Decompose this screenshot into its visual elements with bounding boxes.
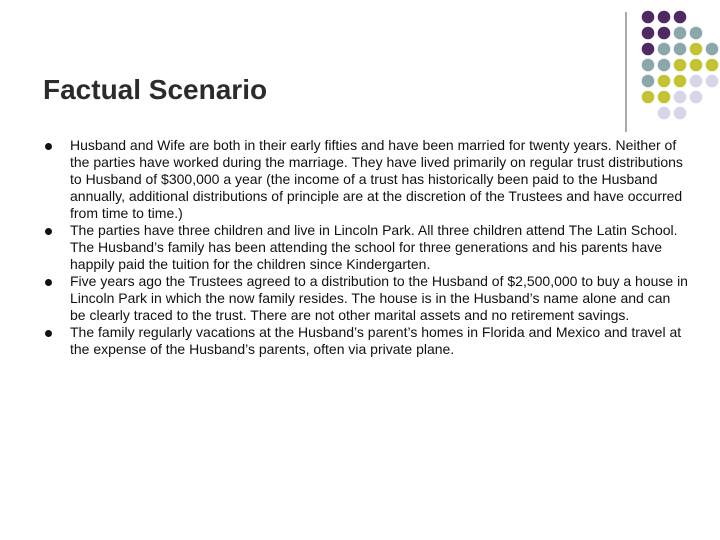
decor-dot <box>674 91 687 104</box>
decorative-dot-pattern <box>0 0 720 140</box>
bullet-text: Five years ago the Trustees agreed to a distribution to the Husband of $2,500,000 to buy a house in Lincoln Park in which the now family resides. The house is in the Husband’s name alone and can be clearly traced to the trust. There are not other marital assets and no retirement savings. <box>70 273 688 323</box>
decor-dot <box>658 75 671 88</box>
decor-dot <box>658 27 671 40</box>
decor-dot <box>690 91 703 104</box>
decor-dot <box>674 11 687 24</box>
decor-dot <box>658 59 671 72</box>
decor-dot <box>690 43 703 56</box>
decor-dot <box>658 11 671 24</box>
decor-dot <box>674 59 687 72</box>
bullet-dot-icon <box>45 330 52 337</box>
bullet-text: The family regularly vacations at the Husband’s parent’s homes in Florida and Mexico and travel at the expense of the Husband’s parents, often via private plane. <box>70 324 682 357</box>
bullet-dot-icon <box>45 143 52 150</box>
bullet-item <box>0 222 720 273</box>
decor-dot <box>658 107 671 120</box>
slide-title: Factual Scenario <box>43 74 268 105</box>
decor-dot <box>690 75 703 88</box>
bullet-dot-icon <box>45 228 52 235</box>
decor-dot <box>642 11 655 24</box>
bullet-item <box>0 273 720 324</box>
decor-dot <box>674 27 687 40</box>
decor-dot <box>690 59 703 72</box>
decor-dot <box>706 59 719 72</box>
decor-dot <box>642 75 655 88</box>
dot-grid <box>642 11 719 120</box>
decor-dot <box>658 43 671 56</box>
decor-dot <box>706 43 719 56</box>
decor-dot <box>674 107 687 120</box>
decor-dot <box>658 91 671 104</box>
decor-dot <box>642 27 655 40</box>
bullet-text: The parties have three children and live in Lincoln Park. All three children attend The Latin School. The Husband’s family has been attending the school for three generations and his parents have happily paid the tuition for the children since Kindergarten. <box>70 222 678 272</box>
decor-dot <box>690 27 703 40</box>
decor-dot <box>674 43 687 56</box>
decor-dot <box>642 59 655 72</box>
decor-dot <box>642 91 655 104</box>
decor-dot <box>642 43 655 56</box>
bullet-list <box>0 137 720 358</box>
bullet-item <box>0 137 720 222</box>
decor-dot <box>706 75 719 88</box>
bullet-item <box>0 324 720 358</box>
decor-dot <box>674 75 687 88</box>
bullet-dot-icon <box>45 279 52 286</box>
bullet-text: Husband and Wife are both in their early fifties and have been married for twenty years. Neither of the parties have worked during the marriage. They have lived primarily on regular trust distributions to Husband of $300,000 a year (the income of a trust has historically been paid to the Husband annually, additional distributions of principle are at the discretion of the Trustees and have occurred from time to time.) <box>70 137 683 221</box>
